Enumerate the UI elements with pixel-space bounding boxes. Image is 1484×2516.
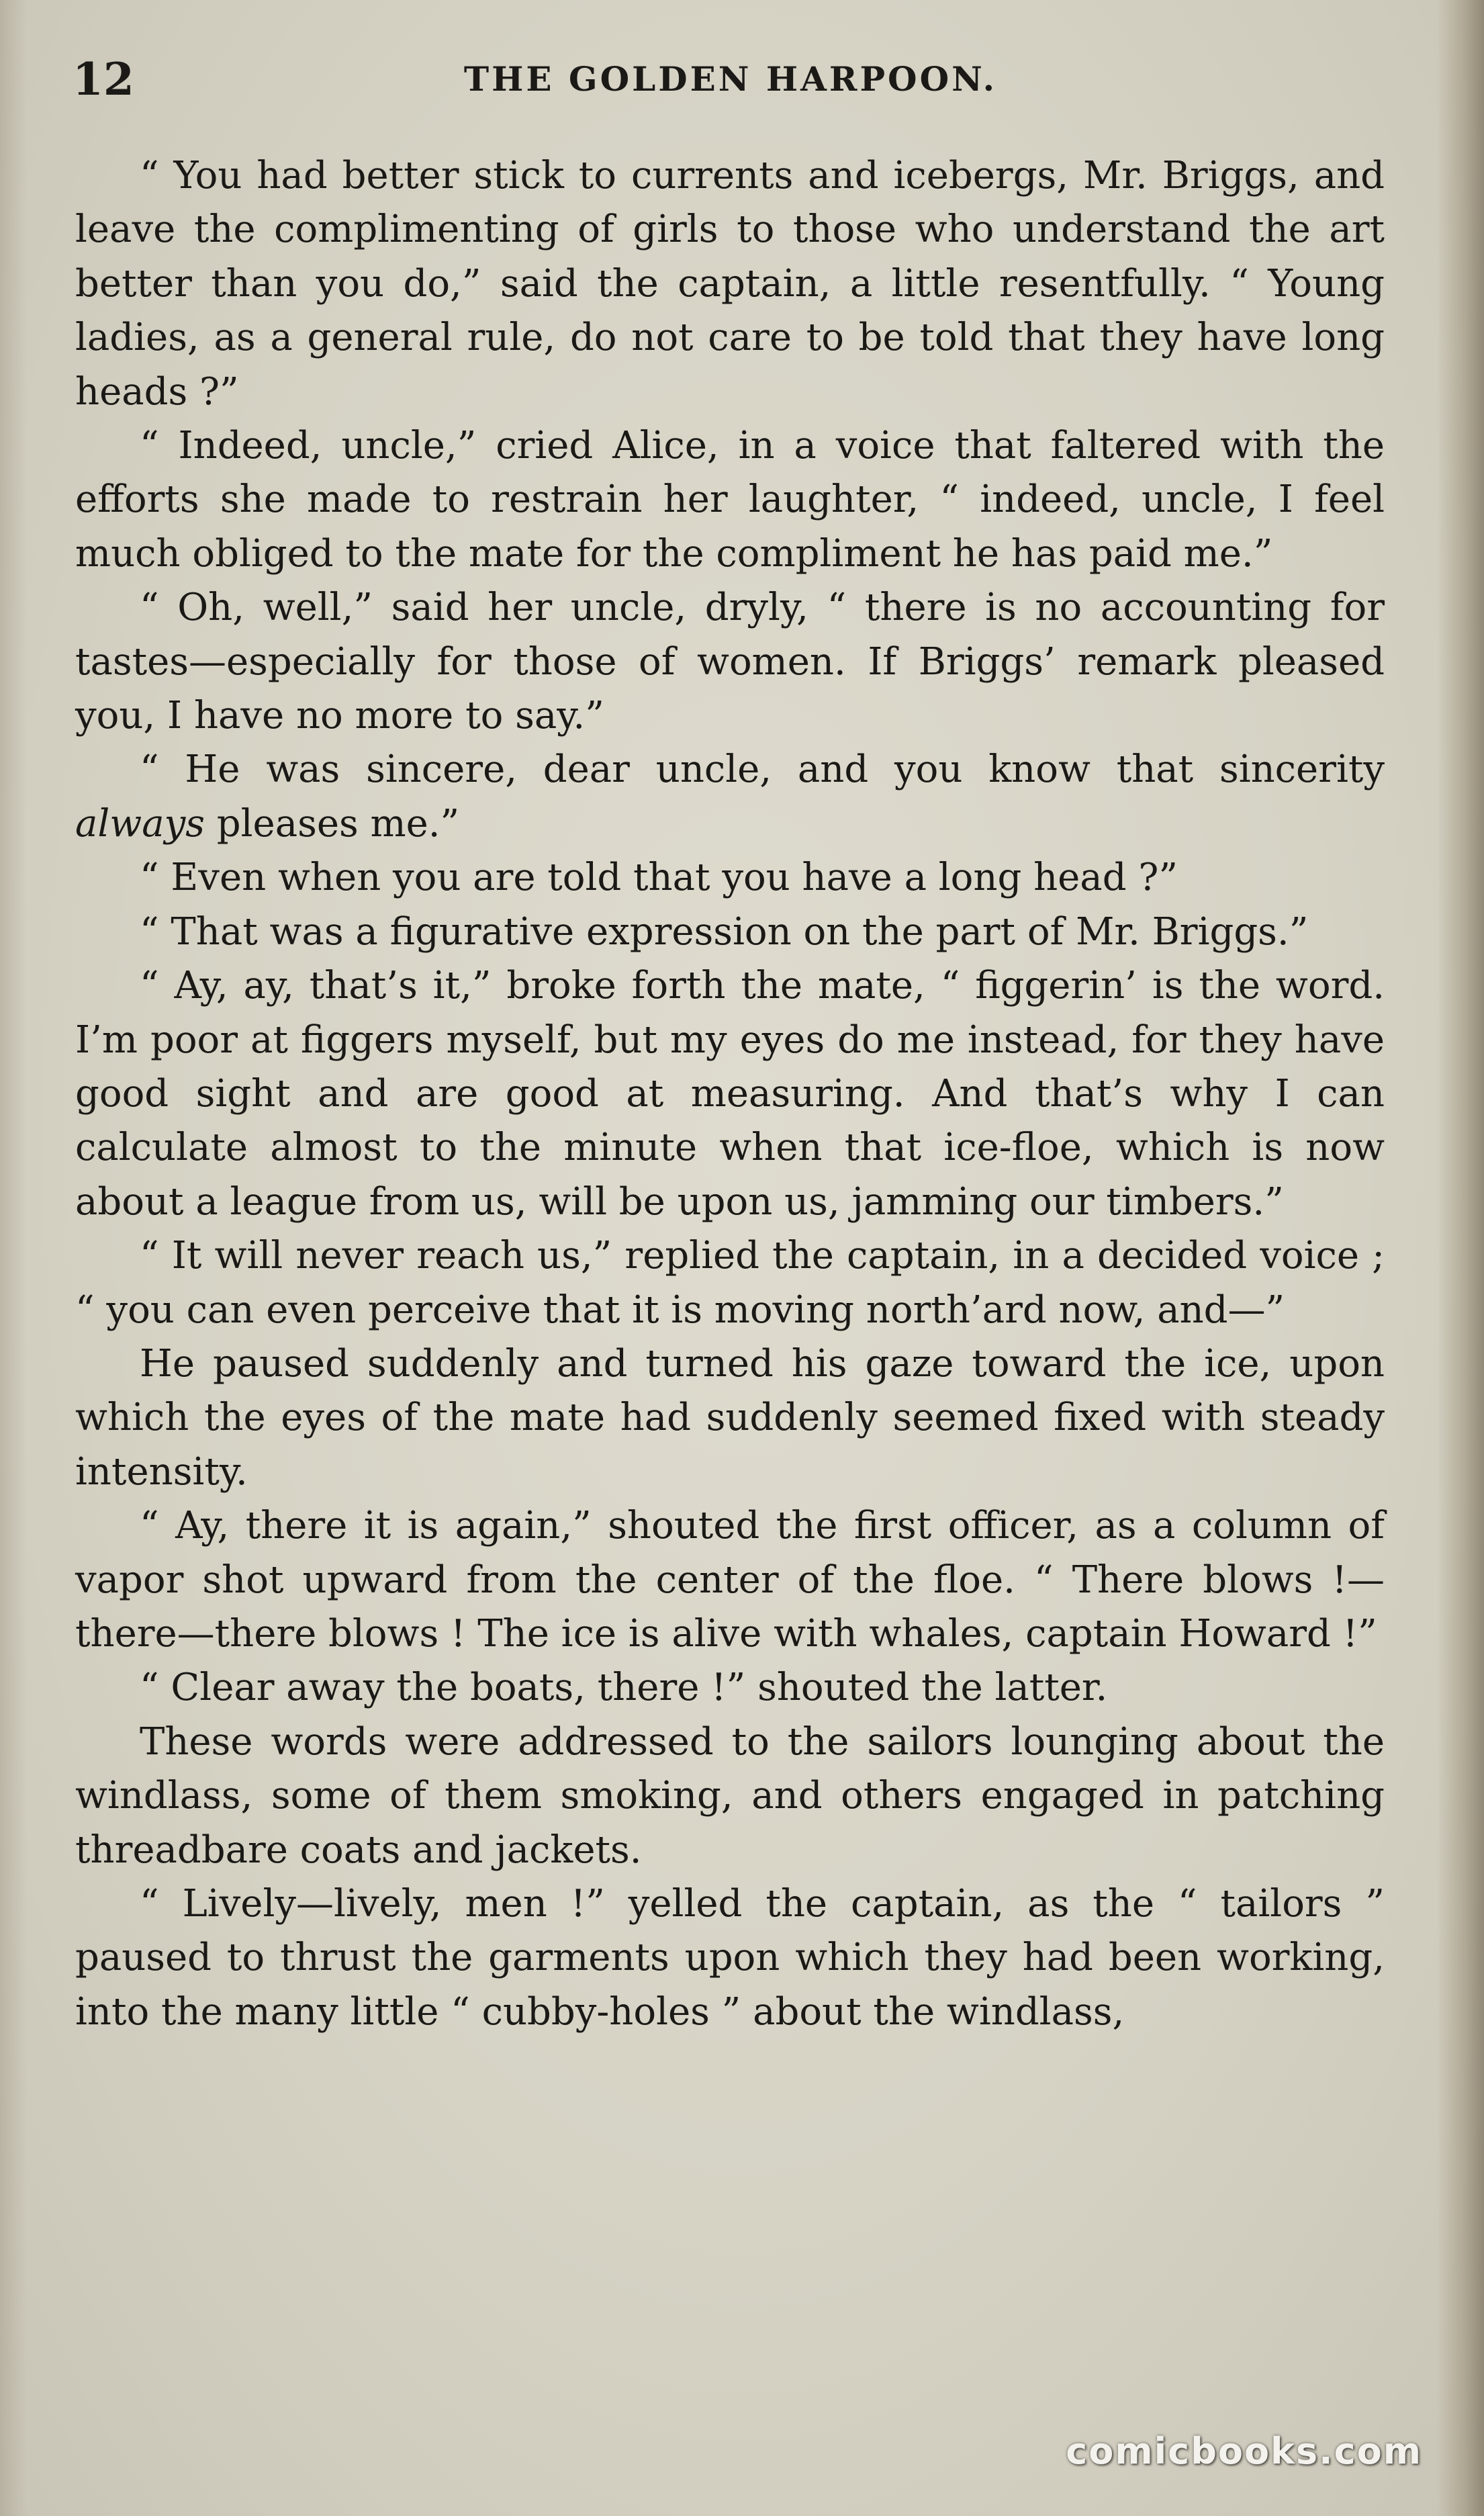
- watermark: comicbooks.com: [1066, 2430, 1422, 2472]
- paragraph: These words were addressed to the sailors lounging about the windlass, some of them smoking, and others engaged in patching threadbare coats and jackets.: [75, 1719, 1385, 1872]
- paragraph: “ That was a figurative expression on the part of Mr. Briggs.”: [140, 909, 1309, 954]
- paragraph: [75, 743, 1385, 851]
- paragraph: “ Lively—lively, men !” yelled the captain, as the “ tailors ” paused to thrust the garments upon which they had been working, into the many little “ cubby-holes ” about the windlass,: [75, 1882, 1385, 2034]
- page-number: 12: [73, 53, 134, 105]
- page-header: [73, 52, 1389, 106]
- page-shadow-right: [1437, 0, 1484, 2516]
- body-text: [75, 149, 1385, 2039]
- paragraph: “ Ay, there it is again,” shouted the first officer, as a column of vapor shot upward from the center of the floe. “ There blows !—there—there blows ! The ice is alive with whales, captain Howard !”: [75, 1504, 1385, 1656]
- page-shadow-left: [0, 0, 27, 2516]
- paragraph-text: “ He was sincere, dear uncle, and you know that sincerity: [140, 748, 1385, 792]
- paragraph: He paused suddenly and turned his gaze toward the ice, upon which the eyes of the mate had suddenly seemed fixed with steady intensity.: [75, 1341, 1385, 1494]
- paragraph: “ Ay, ay, that’s it,” broke forth the mate, “ figgerin’ is the word. I’m poor at figgers myself, but my eyes do me instead, for they have good sight and are good at measuring. And that’s why I can calculate almost to the minute when that ice-floe, which is now about a league from us, will be upon us, jamming our timbers.”: [75, 964, 1385, 1224]
- paragraph: “ Oh, well,” said her uncle, dryly, “ there is no accounting for tastes—especially for those of women. If Briggs’ remark pleased you, I have no more to say.”: [75, 586, 1385, 738]
- emphasis-word: always: [75, 801, 205, 846]
- paragraph: “ Even when you are told that you have a long head ?”: [140, 856, 1178, 900]
- paragraph-text: pleases me.”: [205, 801, 460, 846]
- paragraph: “ It will never reach us,” replied the captain, in a decided voice ; “ you can even perceive that it is moving north’ard now, and—”: [75, 1234, 1385, 1332]
- running-title: THE GOLDEN HARPOON.: [463, 59, 998, 99]
- paragraph: “ Indeed, uncle,” cried Alice, in a voice that faltered with the efforts she made to restrain her laughter, “ indeed, uncle, I feel much obliged to the mate for the compliment he has paid me.”: [75, 424, 1385, 576]
- paragraph: “ Clear away the boats, there !” shouted the latter.: [140, 1666, 1108, 1710]
- paragraph: “ You had better stick to currents and icebergs, Mr. Briggs, and leave the complimenting of girls to those who understand the art better than you do,” said the captain, a little resentfully. “ Young ladies, as a general rule, do not care to be told that they have long heads ?”: [75, 154, 1385, 414]
